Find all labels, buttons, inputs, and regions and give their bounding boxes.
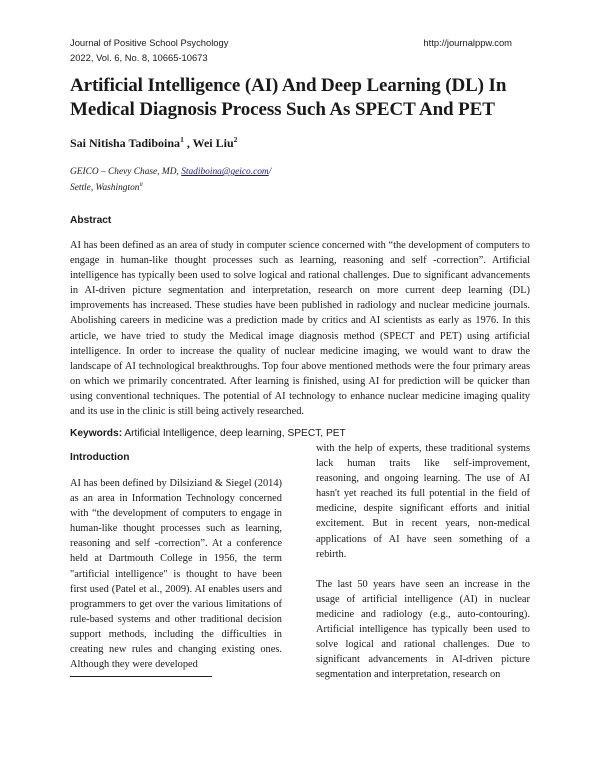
author-email-link[interactable]: Stadiboina@geico.com <box>181 167 269 177</box>
affiliation-line-1 <box>70 166 271 179</box>
introduction-heading: Introduction <box>70 452 130 463</box>
author-2-sup: 2 <box>233 135 238 144</box>
intro-right-paragraph-1: with the help of experts, these traditional systems lack human traits like self-improvement, reasoning, and ongoing learning. The use of AI hasn't yet reached its full potential in the field of medicine, despite significant efforts and initial excitement. But in recent years, non-medical applications of AI have seen something of a rebirth. <box>316 443 530 560</box>
affiliation-org: GEICO – Chevy Chase, MD, <box>70 167 182 177</box>
intro-right-paragraph-2: The last 50 years have seen an increase in the usage of artificial intelligence (AI) in nuclear medicine and radiology (e.g., auto-contouring). Artificial intelligence has typically been used to solve logical and rational challenges. Due to significant advancements in AI-driven picture segmentation and interpretation, research on <box>316 578 530 681</box>
abstract-heading: Abstract <box>70 215 112 226</box>
author-line <box>70 135 237 151</box>
abstract-text: AI has been defined as an area of study in computer science concerned with “the development of computers to engage in human-like thought processes such as learning, reasoning and self -correction”. Artificial intelligence has typically been used to solve logical and rational challenges. Due to significant advancements in AI-driven picture segmentation and interpretation, research on more current deep learning (DL) improvements has increased. These studies have been published in radiology and nuclear medicine journals. Abolishing careers in medicine was a prediction made by critics and AI scientists as early as 1976. In this article, we have tried to study the Medical image diagnosis method (SPECT and PET) using artificial intelligence. In order to increase the quality of nuclear medicine imaging, we would want to draw the landscape of AI technological breakthroughs. Top four above mentioned methods were the four primary areas on which we primarily concentrated. After learning is finished, using AI for prediction will be quicker than using conventional techniques. The potential of AI technology to enhance nuclear medicine imaging quality and its use in the clinic is still being actively researched. <box>70 240 530 418</box>
affiliation <box>70 166 271 194</box>
paper-title: Artificial Intelligence (AI) And Deep Learning (DL) In Medical Diagnosis Process Such As SPECT And PET <box>70 75 507 120</box>
affiliation-sup: ii <box>139 181 143 188</box>
author-separator: , <box>183 136 193 150</box>
affiliation-line-2 <box>70 179 271 195</box>
author-1-sup: 1 <box>180 135 184 144</box>
footnote-rule <box>70 676 212 677</box>
journal-name: Journal of Positive School Psychology <box>70 37 229 48</box>
paragraph-gap <box>316 562 530 577</box>
affiliation-location: Settle, Washington <box>70 182 140 193</box>
intro-right-column <box>316 441 530 682</box>
journal-url[interactable]: http://journalppw.com <box>423 37 512 48</box>
author-2: Wei Liu <box>192 136 234 150</box>
keywords-text: Artificial Intelligence, deep learning, SPECT, PET <box>122 428 346 439</box>
intro-left-column: AI has been defined by Dilsiziand & Siegel (2014) as an area in Information Technology concerned with “the development of computers to engage in human-like thought processes such as learning, reasoning and self -correction”. At a conference held at Dartmouth College in 1956, the term "artificial intelligence" is thought to have been first used (Patel et al., 2009). AI enables users and programmers to get over the various limitations of rule-based systems and other traditional decision support methods, including the difficulties in creating new rules and changing existing ones. Although they were developed <box>70 478 282 671</box>
keywords <box>70 428 346 439</box>
affiliation-slash: / <box>268 167 272 177</box>
author-1: Sai Nitisha Tadiboina <box>70 136 181 150</box>
journal-citation: 2022, Vol. 6, No. 8, 10665-10673 <box>70 52 208 63</box>
keywords-label: Keywords: <box>70 428 123 439</box>
